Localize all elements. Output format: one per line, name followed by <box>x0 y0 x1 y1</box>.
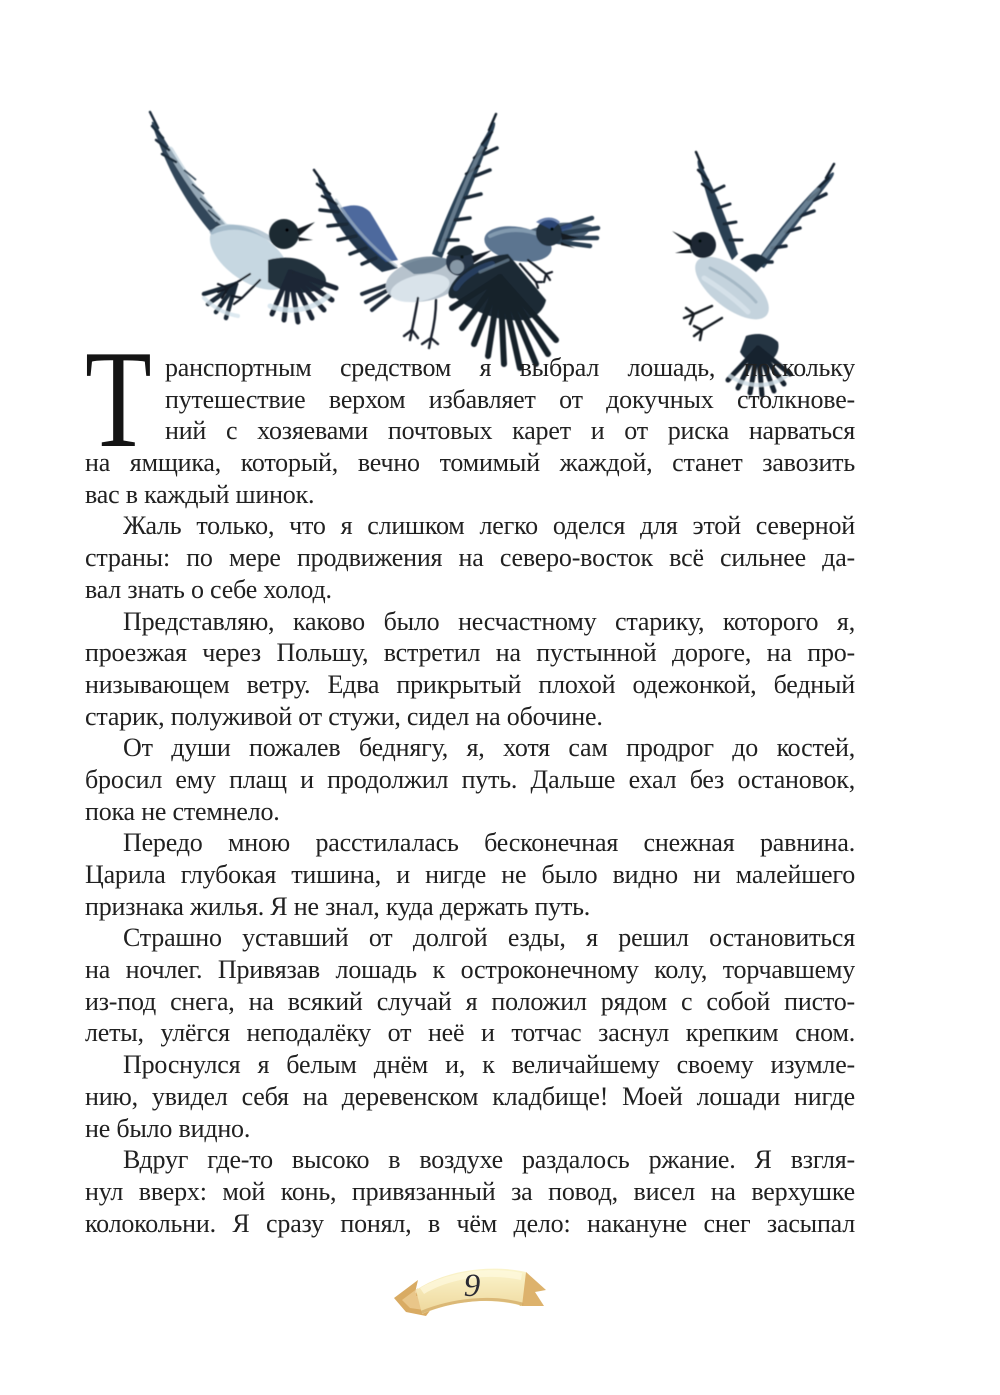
paragraph-2 <box>85 510 855 605</box>
text-line: старик, полуживой от стужи, сидел на обочине. <box>85 701 603 731</box>
text-line: Передо мною расстилалась бесконечная снежная равнина. <box>123 828 855 858</box>
text-line: на ночлег. Привязав лошадь к остроконечному колу, торчавшему <box>85 955 855 985</box>
paragraph-6 <box>85 922 855 1049</box>
paragraph-8 <box>85 1144 855 1239</box>
text-line: Царила глубокая тишина, и нигде не было видно ни малейшего <box>85 860 855 889</box>
text-line: путешествие верхом избавляет от докучных столкнове- <box>165 384 855 414</box>
text-line: ранспортным средством я выбрал лошадь, поскольку <box>165 353 855 382</box>
paragraph-7 <box>85 1049 855 1144</box>
text-line: признака жилья. Я не знал, куда держать путь. <box>85 891 591 921</box>
page-number: 9 <box>463 1268 481 1304</box>
paragraph-1 <box>85 322 855 510</box>
text-line: Страшно уставший от долгой езды, я решил остановиться <box>123 923 855 953</box>
text-line: нию, увидел себя на деревенском кладбище! Моей лошади нигде <box>85 1081 855 1111</box>
text-line: Представляю, каково было несчастному старику, которого я, <box>123 606 855 636</box>
text-line: на ямщика, который, вечно томимый жаждой, станет завозить <box>85 448 855 478</box>
text-line: нул вверх: мой конь, привязанный за повод, висел на верхушке <box>85 1176 855 1206</box>
text-line: не было видно. <box>85 1113 251 1143</box>
text-line: От души пожалев беднягу, я, хотя сам продрог до костей, <box>123 733 855 763</box>
text-line: вас в каждый шинок. <box>85 479 315 509</box>
text-line: страны: по мере продвижения на северо-восток всё сильнее да- <box>85 543 855 573</box>
drop-cap: Т <box>85 322 152 477</box>
text-line: из-под снега, на всякий случай я положил рядом с собой писто- <box>85 986 855 1016</box>
text-block <box>85 322 855 1239</box>
text-line: вал знать о себе холод. <box>85 574 332 604</box>
text-line: Вдруг где-то высоко в воздухе раздалось ржание. Я взгля- <box>123 1145 855 1175</box>
text-line: пока не стемнело. <box>85 796 280 826</box>
bird-3-icon <box>449 218 598 369</box>
text-line: бросил ему плащ и продолжил путь. Дальше ехал без остановок, <box>85 764 855 794</box>
text-line: колокольни. Я сразу понял, в чём дело: накануне снег засыпал <box>85 1208 855 1238</box>
text-line: низывающем ветру. Едва прикрытый плохой одежонкой, бедный <box>85 669 855 699</box>
paragraph-4 <box>85 732 855 827</box>
text-line: ний с хозяевами почтовых карет и от риска нарваться <box>165 416 855 446</box>
text-line: Проснулся я белым днём и, к величайшему своему изумле- <box>123 1050 855 1080</box>
bird-1-icon <box>150 112 336 322</box>
text-line: леты, улёгся неподалёку от неё и тотчас заснул крепким сном. <box>85 1018 855 1048</box>
paragraph-3 <box>85 606 855 733</box>
text-line: проезжая через Польшу, встретил на пустынной дороге, на про- <box>85 638 855 668</box>
paragraph-5 <box>85 827 855 922</box>
text-line: Жаль только, что я слишком легко оделся для этой северной <box>123 511 855 541</box>
